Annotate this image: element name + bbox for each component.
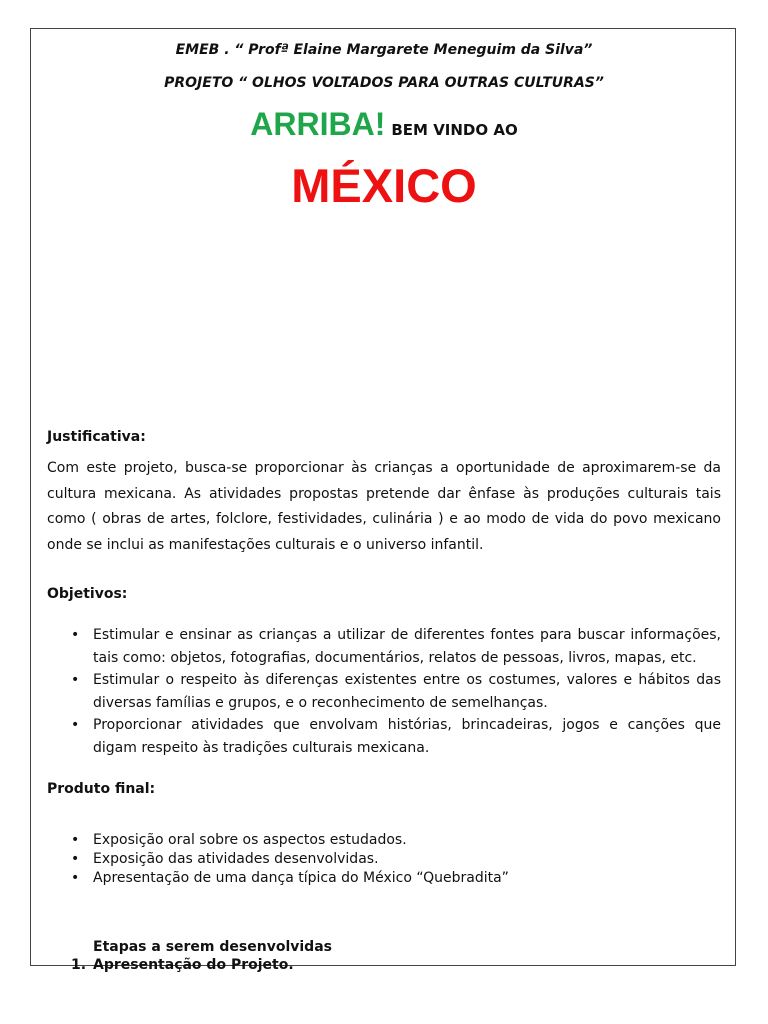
welcome-line xyxy=(0,106,768,143)
mexico-heading: MÉXICO xyxy=(291,159,477,212)
produto-text: Exposição das atividades desenvolvidas. xyxy=(93,851,379,867)
objetivo-text: Estimular o respeito às diferenças existentes entre os costumes, valores e hábitos das diversas famílias e grupos, e o reconhecimento de semelhanças. xyxy=(93,672,721,711)
bullet-icon: • xyxy=(71,851,80,867)
produto-final-heading: Produto final: xyxy=(47,781,156,797)
justificativa-text: Com este projeto, busca-se proporcionar às crianças a oportunidade de aproximarem-se da cultura mexicana. As atividades propostas pretende dar ênfase às produções culturais tais como ( obras de artes, folclore, festividades, culinária ) e ao modo de vida do povo mexicano onde se inclui as manifestações culturais e o universo infantil. xyxy=(47,460,721,553)
list-item xyxy=(47,831,721,850)
objetivo-text: Proporcionar atividades que envolvam histórias, brincadeiras, jogos e canções que digam respeito às tradições culturais mexicana. xyxy=(93,717,721,756)
objetivo-text: Estimular e ensinar as crianças a utilizar de diferentes fontes para buscar informações, tais como: objetos, fotografias, documentários, relatos de pessoas, livros, mapas, etc. xyxy=(93,627,721,666)
etapa-label: Apresentação do Projeto. xyxy=(93,957,294,973)
project-title: PROJETO “ OLHOS VOLTADOS PARA OUTRAS CULTURAS” xyxy=(164,75,604,91)
produto-final-list xyxy=(47,831,721,888)
bullet-icon: • xyxy=(71,832,80,848)
objetivos-heading: Objetivos: xyxy=(47,586,128,602)
school-name: EMEB . “ Profª Elaine Margarete Meneguim da Silva” xyxy=(175,42,593,58)
produto-text: Apresentação de uma dança típica do México “Quebradita” xyxy=(93,870,509,886)
produto-text: Exposição oral sobre os aspectos estudados. xyxy=(93,832,407,848)
list-item xyxy=(47,624,721,669)
etapa-number: 1. xyxy=(71,957,87,973)
list-item xyxy=(47,669,721,714)
list-item xyxy=(47,850,721,869)
bullet-icon: • xyxy=(71,627,80,643)
bullet-icon: • xyxy=(71,717,80,733)
list-item xyxy=(47,869,721,888)
bem-vindo-text: BEM VINDO AO xyxy=(391,121,518,139)
objetivos-list xyxy=(47,624,721,759)
list-item xyxy=(47,714,721,759)
bullet-icon: • xyxy=(71,870,80,886)
arriba-heading: ARRIBA! xyxy=(250,106,386,142)
etapas-heading: Etapas a serem desenvolvidas xyxy=(93,939,332,955)
bullet-icon: • xyxy=(71,672,80,688)
etapa-item xyxy=(71,957,294,973)
justificativa-heading: Justificativa: xyxy=(47,429,146,445)
